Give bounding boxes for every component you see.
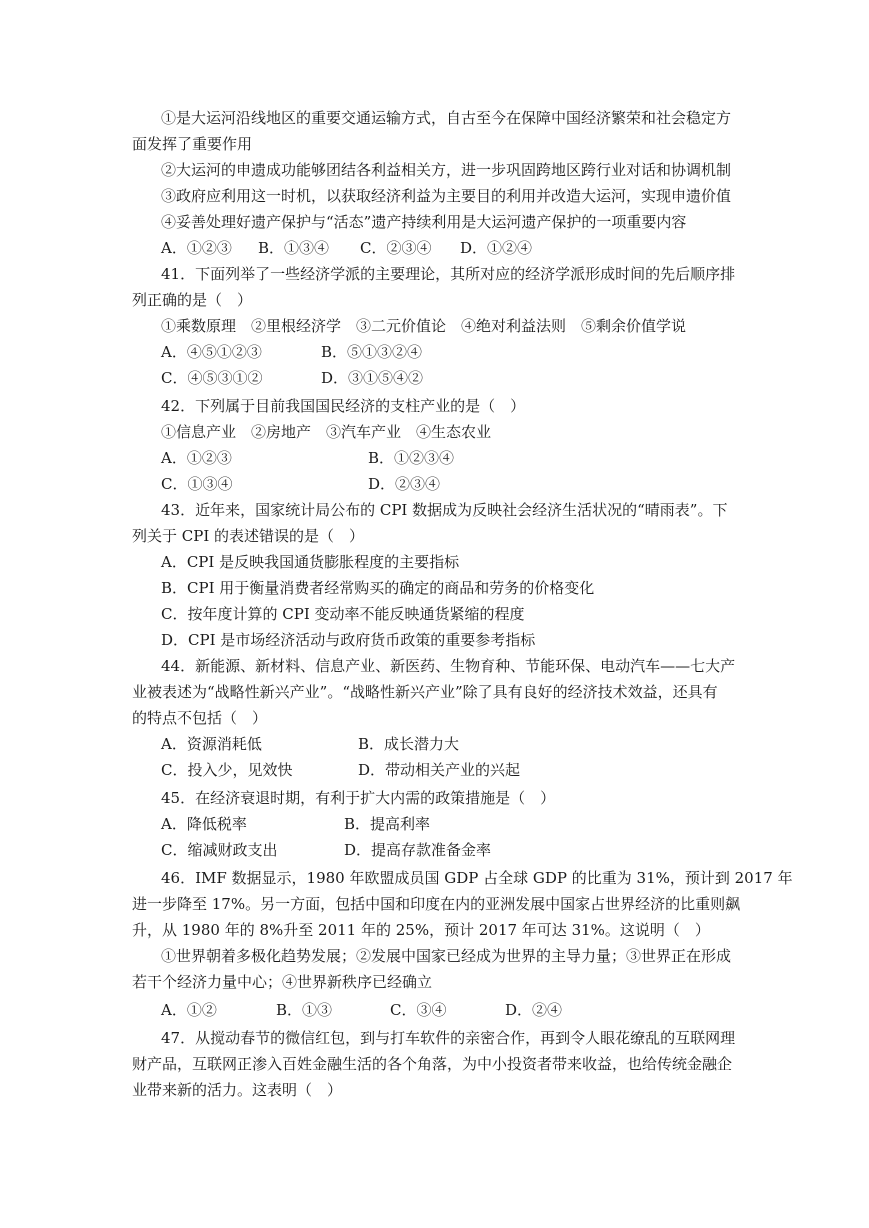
q47-stem-cont-2: 业带来新的活力。这表明（ ） [132, 1081, 343, 1099]
q40-statement-2: ②大运河的申遗成功能够团结各利益相关方，进一步巩固跨地区跨行业对话和协调机制 [161, 161, 732, 179]
q46-option-c: C．③④ [390, 1001, 447, 1019]
q45-stem: 45．在经济衰退时期，有利于扩大内需的政策措施是（ ） [161, 789, 556, 807]
q40-statement-1: ①是大运河沿线地区的重要交通运输方式，自古至今在保障中国经济繁荣和社会稳定方 [161, 109, 732, 127]
q43-option-a: A．CPI 是反映我国通货膨胀程度的主要指标 [161, 553, 460, 571]
q46-option-b: B．①③ [276, 1001, 333, 1019]
q41-option-d: D．③①⑤④② [321, 369, 424, 387]
q46-stem-cont-2: 升，从 1980 年的 8%升至 2011 年的 25%，预计 2017 年可达 31%。这说明（ ） [132, 921, 710, 939]
q40-option-b: B．①③④ [258, 239, 330, 257]
q42-option-c: C．①③④ [161, 475, 233, 493]
q42-option-b: B．①②③④ [368, 449, 455, 467]
q44-option-d: D．带动相关产业的兴起 [358, 761, 521, 779]
q46-option-d: D．②④ [505, 1001, 563, 1019]
q42-option-a: A．①②③ [161, 449, 232, 467]
q40-statement-4: ④妥善处理好遗产保护与“活态”遗产持续利用是大运河遗产保护的一项重要内容 [161, 213, 687, 231]
q40-statement-3: ③政府应利用这一时机，以获取经济利益为主要目的利用并改造大运河，实现申遗价值 [161, 187, 732, 205]
q44-stem-cont-1: 业被表述为“战略性新兴产业”。“战略性新兴产业”除了具有良好的经济技术效益，还具有 [132, 683, 718, 701]
q45-option-b: B．提高利率 [344, 815, 431, 833]
q41-stem: 41．下面列举了一些经济学派的主要理论，其所对应的经济学派形成时间的先后顺序排 [161, 265, 736, 283]
q47-stem-cont-1: 财产品，互联网正渗入百姓金融生活的各个角落，为中小投资者带来收益，也给传统金融企 [132, 1055, 733, 1073]
q43-stem: 43．近年来，国家统计局公布的 CPI 数据成为反映社会经济生活状况的“晴雨表”。下 [161, 501, 728, 519]
q40-statement-1-cont: 面发挥了重要作用 [132, 135, 253, 153]
q46-items-cont: 若干个经济力量中心；④世界新秩序已经确立 [132, 973, 433, 991]
q45-option-d: D．提高存款准备金率 [344, 841, 492, 859]
q43-option-b: B．CPI 用于衡量消费者经常购买的确定的商品和劳务的价格变化 [161, 579, 595, 597]
q41-option-c: C．④⑤③①② [161, 369, 263, 387]
q46-option-a: A．①② [161, 1001, 217, 1019]
q47-stem: 47．从搅动春节的微信红包，到与打车软件的亲密合作，再到令人眼花缭乱的互联网理 [161, 1029, 736, 1047]
q40-option-d: D．①②④ [460, 239, 533, 257]
q40-option-c: C．②③④ [360, 239, 432, 257]
q43-stem-cont: 列关于 CPI 的表述错误的是（ ） [132, 527, 365, 545]
q43-option-c: C．按年度计算的 CPI 变动率不能反映通货紧缩的程度 [161, 605, 525, 623]
q45-option-c: C．缩减财政支出 [161, 841, 278, 859]
q44-stem: 44．新能源、新材料、信息产业、新医药、生物育种、节能环保、电动汽车——七大产 [161, 657, 736, 675]
q44-stem-cont-2: 的特点不包括（ ） [132, 709, 268, 727]
q44-option-a: A．资源消耗低 [161, 735, 262, 753]
q41-option-b: B．⑤①③②④ [321, 343, 423, 361]
q46-items: ①世界朝着多极化趋势发展；②发展中国家已经成为世界的主导力量；③世界正在形成 [161, 947, 732, 965]
q45-option-a: A．降低税率 [161, 815, 247, 833]
q42-stem: 42．下列属于目前我国国民经济的支柱产业的是（ ） [161, 397, 526, 415]
q42-option-d: D．②③④ [368, 475, 441, 493]
q42-items: ①信息产业 ②房地产 ③汽车产业 ④生态农业 [161, 423, 492, 441]
q40-option-a: A．①②③ [161, 239, 232, 257]
q46-stem-cont-1: 进一步降至 17%。另一方面，包括中国和印度在内的亚洲发展中国家占世界经济的比重则飙 [132, 895, 741, 913]
q43-option-d: D．CPI 是市场经济活动与政府货币政策的重要参考指标 [161, 631, 536, 649]
q41-items: ①乘数原理 ②里根经济学 ③二元价值论 ④绝对利益法则 ⑤剩余价值学说 [161, 317, 687, 335]
q41-stem-cont: 列正确的是（ ） [132, 291, 253, 309]
q44-option-c: C．投入少，见效快 [161, 761, 293, 779]
q41-option-a: A．④⑤①②③ [161, 343, 262, 361]
q46-stem: 46．IMF 数据显示，1980 年欧盟成员国 GDP 占全球 GDP 的比重为 31%，预计到 2017 年 [161, 869, 793, 887]
q44-option-b: B．成长潜力大 [358, 735, 460, 753]
